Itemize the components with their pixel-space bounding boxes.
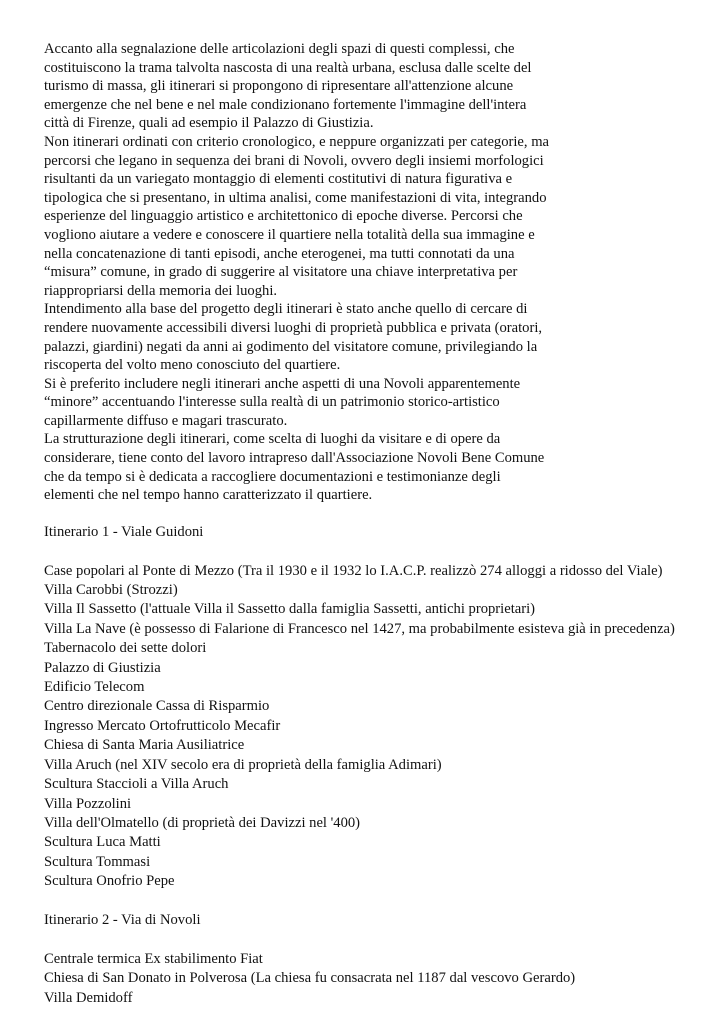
- itinerary-1-list: [44, 562, 704, 892]
- list-item: Tabernacolo dei sette dolori: [44, 640, 207, 657]
- text-line: La strutturazione degli itinerari, come scelta di luoghi da visitare e di opere da: [44, 431, 501, 448]
- text-line: “minore” accentuando l'interesse sulla realtà di un patrimonio storico-artistico: [44, 394, 500, 411]
- itinerary-2-list: [44, 950, 704, 1008]
- list-item: Scultura Luca Matti: [44, 834, 161, 851]
- list-item: Edificio Telecom: [44, 679, 145, 696]
- text-line: nella concatenazione di tanti episodi, anche eterogenei, ma tutti connotati da una: [44, 245, 515, 262]
- itinerary-2-section: [44, 911, 704, 1008]
- text-line: che da tempo si è dedicata a raccogliere documentazioni e testimonianze degli: [44, 468, 501, 485]
- list-item: Chiesa di Santa Maria Ausiliatrice: [44, 737, 245, 754]
- list-item: Scultura Onofrio Pepe: [44, 873, 175, 890]
- text-line: riscoperta del volto meno conosciuto del quartiere.: [44, 357, 341, 374]
- text-line: percorsi che legano in sequenza dei brani di Novoli, ovvero degli insiemi morfologici: [44, 152, 544, 169]
- text-line: tipologica che si presentano, in ultima analisi, come manifestazioni di vita, integrando: [44, 189, 547, 206]
- list-item: Villa dell'Olmatello (di proprietà dei Davizzi nel '400): [44, 814, 361, 831]
- text-line: Si è preferito includere negli itinerari anche aspetti di una Novoli apparentemente: [44, 375, 521, 392]
- text-line: riappropriarsi della memoria dei luoghi.: [44, 282, 278, 299]
- spacer: [44, 542, 704, 561]
- list-item: Centrale termica Ex stabilimento Fiat: [44, 950, 263, 967]
- list-item: Case popolari al Ponte di Mezzo (Tra il 1930 e il 1932 lo I.A.C.P. realizzò 274 alloggi a ridosso del Viale): [44, 562, 663, 579]
- text-line: turismo di massa, gli itinerari si propongono di ripresentare all'attenzione alcune: [44, 78, 514, 95]
- text-line: rendere nuovamente accessibili diversi luoghi di proprietà pubblica e privata (oratori,: [44, 319, 543, 336]
- list-item: Villa La Nave (è possesso di Falarione di Francesco nel 1427, ma probabilmente esisteva già in precedenza): [44, 620, 675, 637]
- text-line: “misura” comune, in grado di suggerire al visitatore una chiave interpretativa per: [44, 264, 518, 281]
- text-line: risultanti da un variegato montaggio di elementi costitutivi di natura figurativa e: [44, 171, 513, 188]
- list-item: Chiesa di San Donato in Polverosa (La chiesa fu consacrata nel 1187 dal vescovo Gerardo): [44, 970, 576, 987]
- list-item: Villa Demidoff: [44, 989, 133, 1006]
- list-item: Centro direzionale Cassa di Risparmio: [44, 698, 270, 715]
- list-item: Villa Aruch (nel XIV secolo era di proprietà della famiglia Adimari): [44, 756, 442, 773]
- itinerary-1-section: [44, 523, 704, 892]
- text-line: Accanto alla segnalazione delle articolazioni degli spazi di questi complessi, che: [44, 41, 515, 57]
- text-line: vogliono aiutare a vedere e conoscere il quartiere nella totalità della sua immagine e: [44, 226, 535, 243]
- list-item: Palazzo di Giustizia: [44, 659, 161, 676]
- text-line: città di Firenze, quali ad esempio il Palazzo di Giustizia.: [44, 115, 374, 132]
- list-item: Ingresso Mercato Ortofrutticolo Mecafir: [44, 717, 281, 734]
- intro-paragraph: [44, 40, 704, 505]
- list-item: Scultura Staccioli a Villa Aruch: [44, 776, 229, 793]
- text-line: Intendimento alla base del progetto degli itinerari è stato anche quello di cercare di: [44, 301, 528, 318]
- text-line: considerare, tiene conto del lavoro intrapreso dall'Associazione Novoli Bene Comune: [44, 450, 545, 467]
- text-line: emergenze che nel bene e nel male condizionano fortemente l'immagine dell'intera: [44, 96, 527, 113]
- list-item: Villa Pozzolini: [44, 795, 132, 812]
- text-line: esperienze del linguaggio artistico e architettonico di epoche diverse. Percorsi che: [44, 208, 523, 225]
- list-item: Scultura Tommasi: [44, 853, 151, 870]
- text-line: Non itinerari ordinati con criterio cronologico, e neppure organizzati per categorie, ma: [44, 133, 550, 150]
- text-line: elementi che nel tempo hanno caratterizzato il quartiere.: [44, 487, 373, 504]
- list-item: Villa Il Sassetto (l'attuale Villa il Sassetto dalla famiglia Sassetti, antichi proprietari): [44, 601, 535, 618]
- itinerary-1-heading: Itinerario 1 - Viale Guidoni: [44, 523, 204, 540]
- list-item: Villa Carobbi (Strozzi): [44, 582, 178, 599]
- text-line: costituiscono la trama talvolta nascosta di una realtà urbana, esclusa dalle scelte del: [44, 59, 532, 76]
- document-page: [44, 40, 704, 1008]
- itinerary-2-heading: Itinerario 2 - Via di Novoli: [44, 911, 201, 928]
- spacer: [44, 930, 704, 949]
- text-line: palazzi, giardini) negati da anni ai godimento del visitatore comune, privilegiando la: [44, 338, 538, 355]
- text-line: capillarmente diffuso e magari trascurato.: [44, 412, 288, 429]
